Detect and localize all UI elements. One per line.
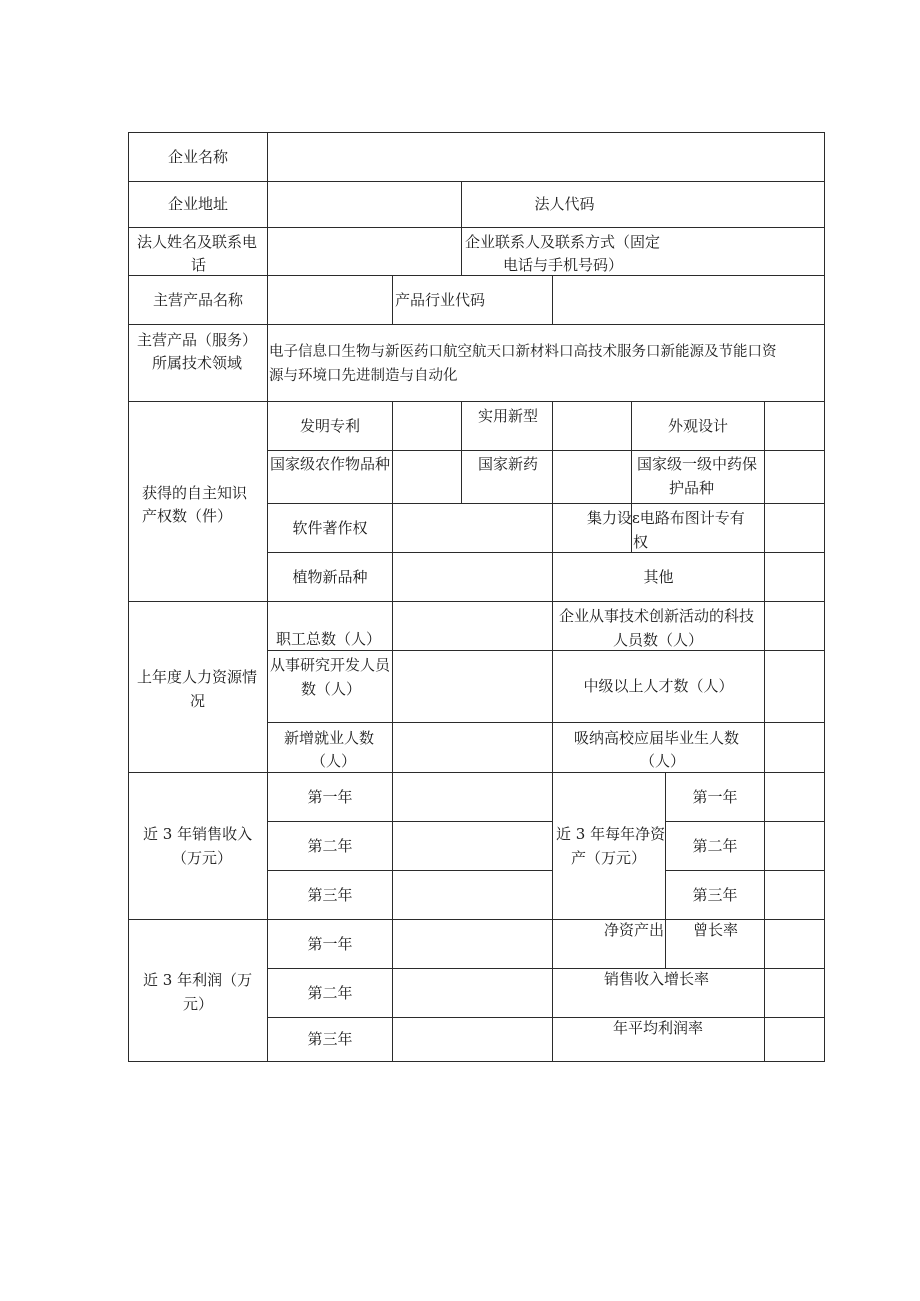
other-label [553,553,764,601]
sales-year1-text: 第一年 [307,787,353,806]
sales-year1-label [268,773,392,821]
other-input[interactable] [765,553,824,601]
avg-profit-rate-label: 年平均利润率 [613,1019,704,1037]
profit-label-line1: 近 3 年利润（万 [143,971,253,989]
design-input[interactable] [765,402,824,450]
legal-person-label-line1: 法人姓名及联系电 [137,233,258,251]
tech-staff-input[interactable] [765,602,824,650]
industry-code-input[interactable] [553,276,824,324]
legal-person-input[interactable] [268,228,461,275]
net-assets-year2-label [666,822,764,870]
sales-label-line1: 近 3 年销售收入 [143,825,253,843]
profit-year3-label [268,1018,392,1061]
net-assets-year2-input[interactable] [765,822,824,870]
sales-year1-input[interactable] [393,773,552,821]
design-text: 外观设计 [667,416,728,435]
row-divider [128,324,825,325]
border-right [824,132,825,1062]
company-address-label-text: 企业地址 [167,195,228,213]
utility-model-input[interactable] [553,402,631,450]
company-address-input[interactable] [268,182,461,227]
ic-layout-label-line1: 集力设ɛ电路布图计专有 [587,509,745,527]
ip-section-label-line1: 获得的自主知识 [142,484,248,502]
hr-section-label-line1: 上年度人力资源情 [137,668,258,686]
legal-code-label-text: 法人代码 [534,195,595,213]
crop-variety-input[interactable] [393,451,461,503]
design-label [632,402,764,450]
profit-year3-input[interactable] [393,1018,552,1061]
contact-label-line2: 电话与手机号码） [503,256,624,274]
invention-patent-text: 发明专利 [299,416,360,435]
company-name-label [129,133,267,181]
border-left [128,132,129,1062]
tcm-input[interactable] [765,451,824,503]
tcm-label-line2: 护品种 [669,479,715,497]
row-divider [267,450,825,451]
profit-year2-label [268,969,392,1017]
industry-code-label: 产品行业代码 [395,291,486,309]
contact-label-line1: 企业联系人及联系方式（固定 [465,233,661,251]
total-staff-label: 职工总数（人） [276,630,382,648]
ic-layout-input[interactable] [765,504,824,552]
tcm-label-line1: 国家级一级中药保 [637,455,758,473]
sales-year3-text: 第三年 [307,885,353,904]
sales-growth-input[interactable] [765,969,824,1017]
plant-variety-label [268,553,392,601]
net-assets-year1-input[interactable] [765,773,824,821]
tech-field-label-line1: 主营产品（服务） [137,331,258,349]
total-staff-input[interactable] [393,602,552,650]
col-divider [552,919,553,1062]
net-assets-year1-label [666,773,764,821]
hr-section-label-line2: 况 [190,692,206,710]
legal-person-label-line2: 话 [191,256,207,274]
net-asset-growth-label-part2: 曾长率 [693,921,739,939]
profit-year1-label [268,920,392,968]
plant-variety-input[interactable] [393,553,552,601]
avg-profit-rate-input[interactable] [765,1018,824,1061]
invention-patent-input[interactable] [393,402,461,450]
tech-field-options-line1[interactable]: 电子信息口生物与新医药口航空航天口新材料口高技术服务口新能源及节能口资 [269,344,777,360]
invention-patent-label [268,402,392,450]
graduates-input[interactable] [765,723,824,772]
tech-staff-label-line1: 企业从事技术创新活动的科技 [559,607,755,625]
tech-staff-label-line2: 人员数（人） [613,631,704,649]
graduates-label-line2: （人） [640,752,686,770]
net-assets-year2-text: 第二年 [692,836,738,855]
border-bottom [128,1061,825,1062]
sales-growth-label: 销售收入增长率 [604,970,710,988]
main-product-input[interactable] [268,276,392,324]
new-drug-input[interactable] [553,451,631,503]
rd-staff-label-line1: 从事研究开发人员 [270,656,391,674]
new-drug-label: 国家新药 [478,455,539,473]
sales-year2-label [268,822,392,870]
company-name-label-text: 企业名称 [167,147,228,166]
tech-field-options-line2[interactable]: 源与环境口先进制造与自动化 [269,368,458,384]
company-address-label [129,182,267,227]
ip-section-label-line2: 产权数（件） [142,507,233,525]
col-divider [392,275,393,324]
other-text: 其他 [643,567,674,586]
mid-level-input[interactable] [765,651,824,722]
row-divider [128,227,825,228]
main-product-label-text: 主营产品名称 [152,290,243,309]
new-jobs-label-line1: 新增就业人数 [284,729,375,747]
net-assets-label-line1: 近 3 年每年净资 [556,825,666,843]
graduates-label-line1: 吸纳高校应届毕业生人数 [574,729,740,747]
col-divider [461,401,462,503]
sales-year2-input[interactable] [393,822,552,870]
profit-year2-text: 第二年 [307,983,353,1002]
sales-year3-input[interactable] [393,871,552,919]
rd-staff-input[interactable] [393,651,552,722]
net-assets-year1-text: 第一年 [692,787,738,806]
net-assets-label-line2: 产（万元） [571,849,647,867]
software-input[interactable] [393,504,552,552]
col-divider [552,772,553,919]
net-assets-year3-label [666,871,764,919]
sales-year2-text: 第二年 [307,836,353,855]
software-text: 软件著作权 [292,518,368,537]
new-jobs-label-line2: （人） [311,752,357,770]
rd-staff-label-line2: 数（人） [301,680,362,698]
profit-year2-input[interactable] [393,969,552,1017]
software-label [268,504,392,552]
net-assets-year3-input[interactable] [765,871,824,919]
profit-label-line2: 元） [183,995,214,1013]
crop-variety-label: 国家级农作物品种 [270,455,391,473]
profit-year1-input[interactable] [393,920,552,968]
net-asset-growth-input[interactable] [765,920,824,968]
sales-year3-label [268,871,392,919]
legal-code-label [462,182,667,227]
ic-layout-label-line2: 权 [633,533,649,551]
net-asset-growth-label-part1: 净资产出 [604,921,665,939]
new-jobs-input[interactable] [393,723,552,772]
net-assets-year3-text: 第三年 [692,885,738,904]
tech-field-label-line2: 所属技术领域 [152,354,243,372]
mid-level-text: 中级以上人才数（人） [583,677,734,695]
profit-year1-text: 第一年 [307,934,353,953]
main-product-label [129,276,267,324]
utility-model-label: 实用新型 [478,407,539,425]
company-name-input[interactable] [268,133,824,181]
col-divider [665,919,666,969]
plant-variety-text: 植物新品种 [292,567,368,586]
profit-year3-text: 第三年 [307,1030,353,1048]
sales-label-line2: （万元） [172,849,233,867]
mid-level-label [553,651,764,722]
